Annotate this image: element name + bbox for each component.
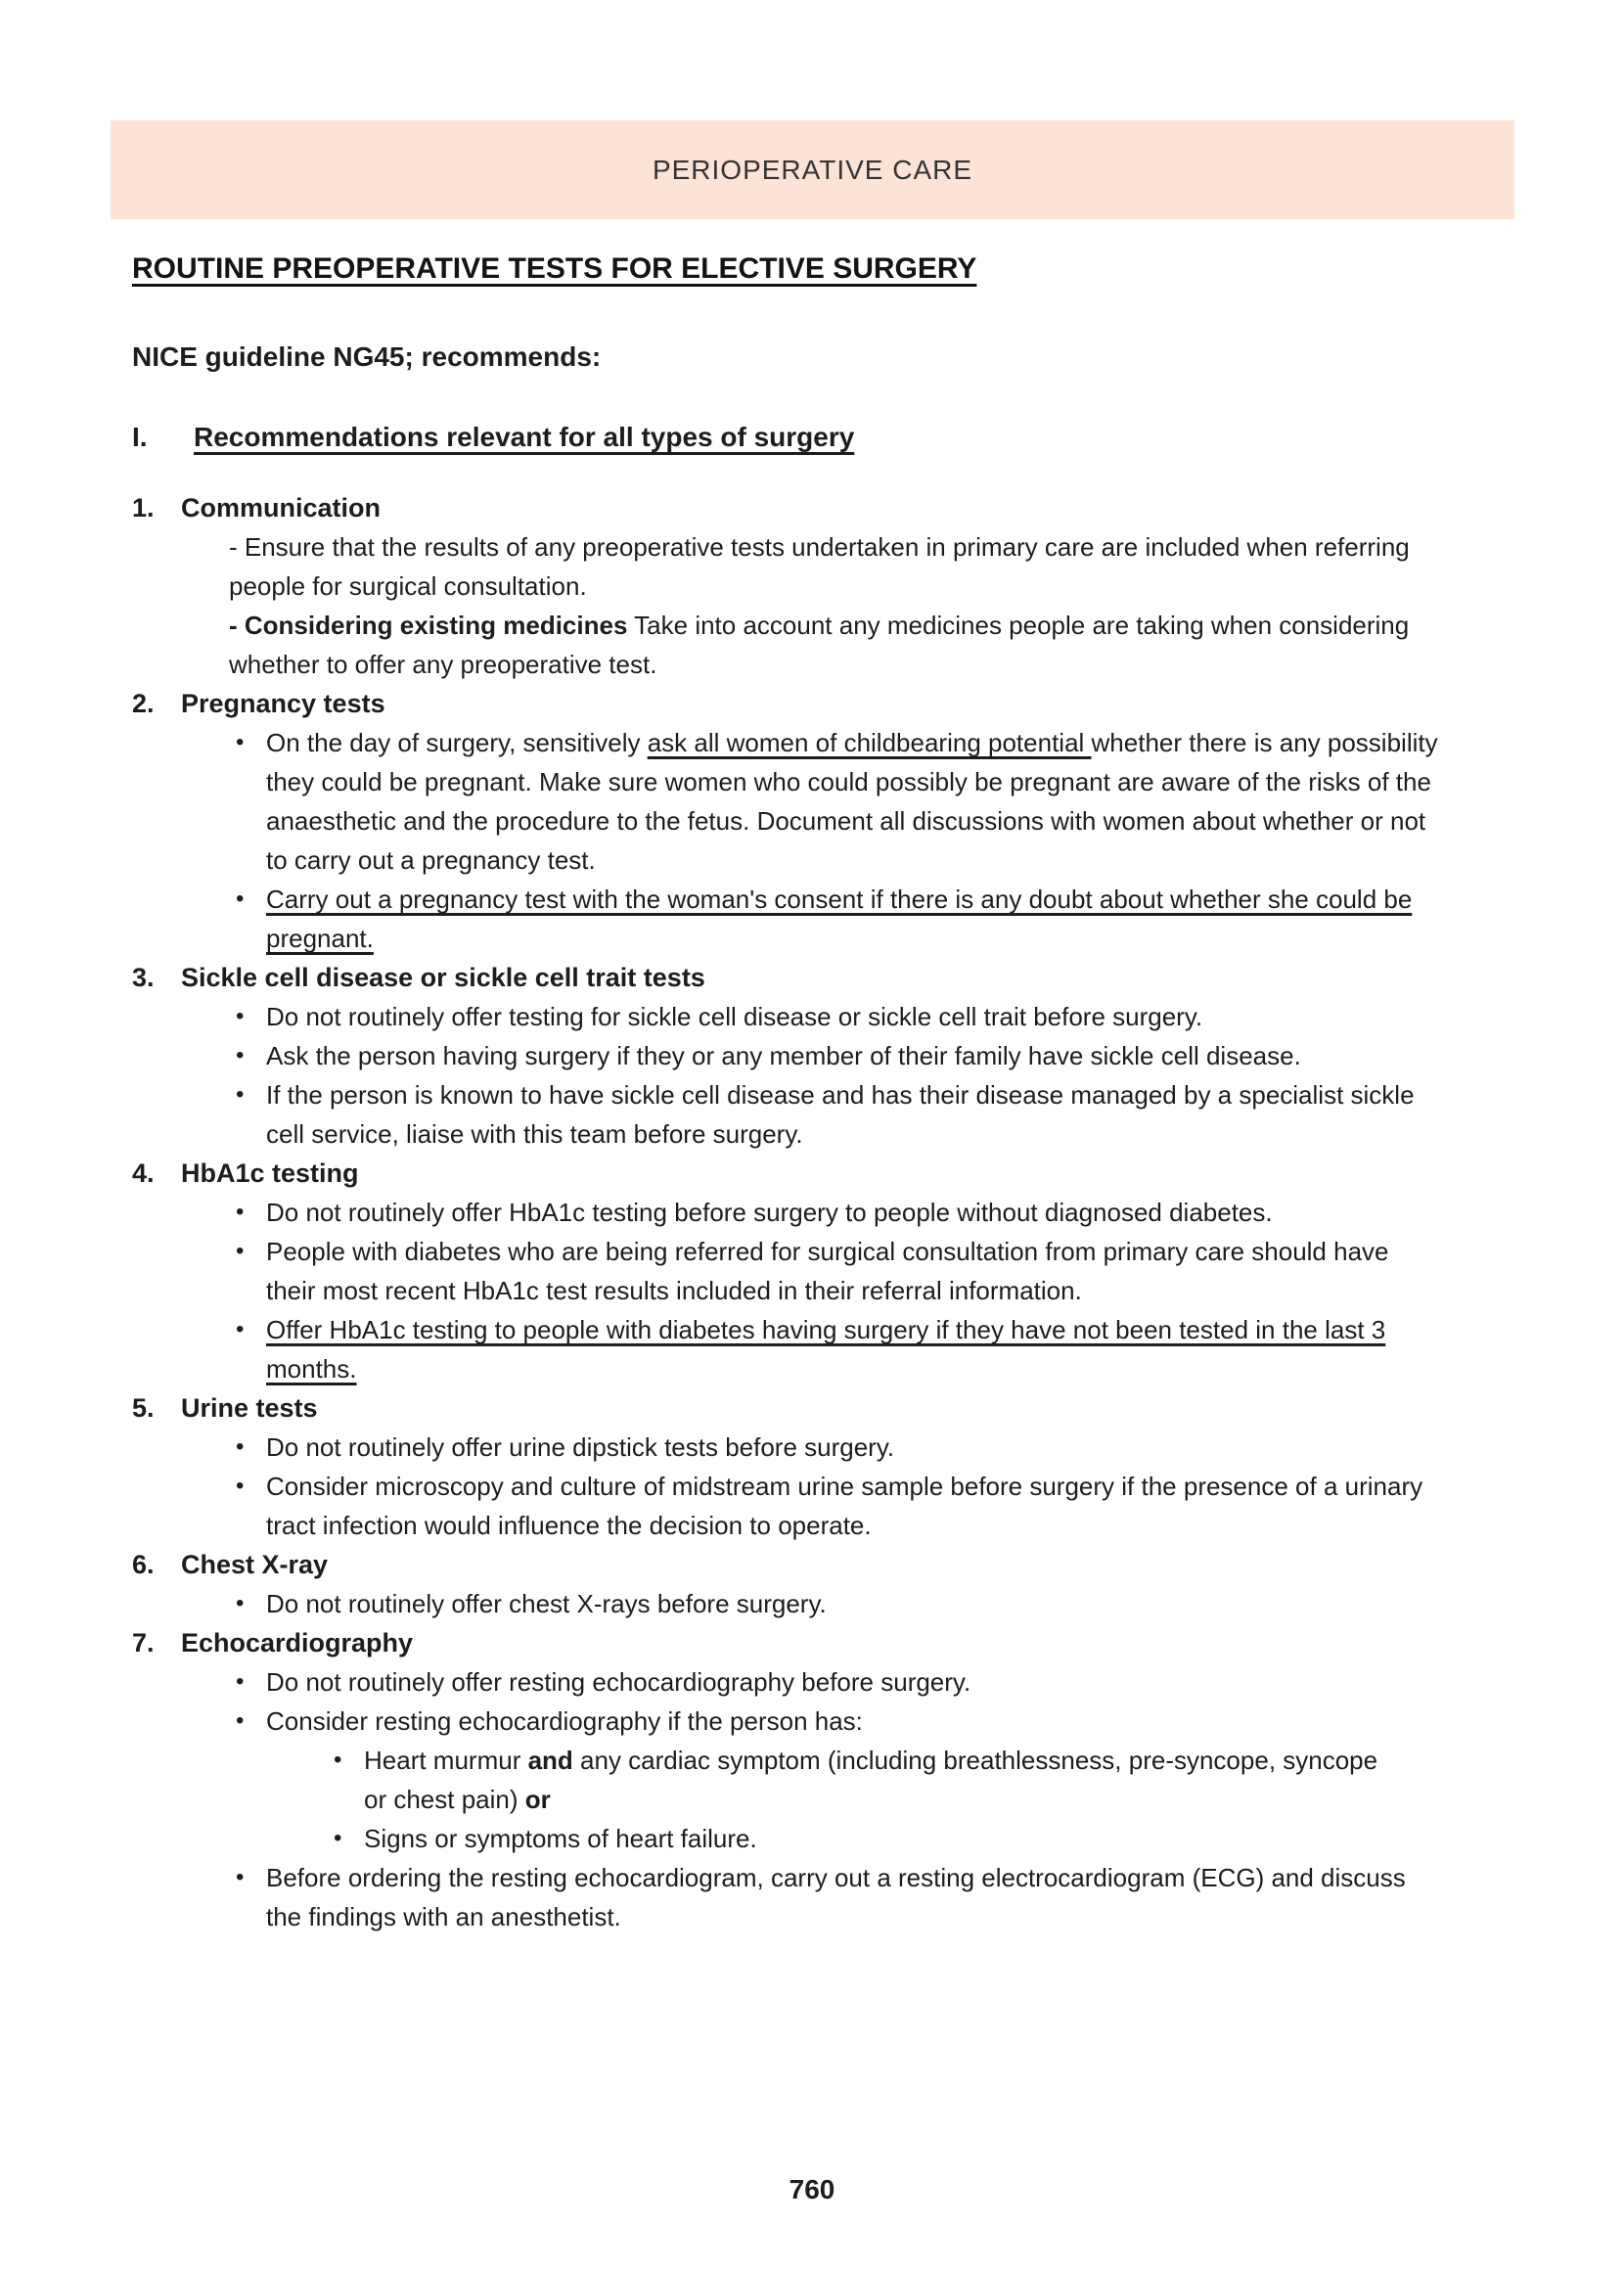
document-content <box>132 250 1477 1936</box>
roman-numeral: I. <box>132 422 148 452</box>
bullet-text: Before ordering the resting echocardiogram, carry out a resting electrocardiogram (ECG) and discuss the findings with an anesthetist. <box>266 1863 1406 1931</box>
section-chest-xray <box>132 1545 1477 1623</box>
bullet-item <box>132 723 1477 880</box>
bullet-item <box>132 1858 1477 1936</box>
bullet-list <box>132 997 1477 1154</box>
section-number: 4. <box>132 1158 155 1188</box>
dash-paragraph <box>229 606 1419 684</box>
section-number: 6. <box>132 1550 155 1579</box>
section-heading <box>132 684 1477 723</box>
bullet-list <box>132 1662 1477 1936</box>
page-number: 760 <box>789 2174 835 2204</box>
bullet-item <box>132 997 1477 1036</box>
sub-bullet-item <box>132 1741 1477 1819</box>
bullet-underlined-run: Offer HbA1c testing to people with diabetes having surgery if they have not been tested in the last 3 months. <box>266 1315 1386 1384</box>
section-title: HbA1c testing <box>181 1158 359 1188</box>
section-title: Chest X-ray <box>181 1550 329 1579</box>
bullet-text: any cardiac symptom (including breathlessness, pre-syncope, syncope or chest pain) <box>364 1746 1378 1814</box>
bullet-item <box>132 1075 1477 1154</box>
bullet-text: Do not routinely offer HbA1c testing before surgery to people without diagnosed diabetes. <box>266 1198 1273 1227</box>
bullet-text: whether there is any possibility they could be pregnant. Make sure women who could possibly be pregnant are aware of the risks of the anaesthetic and the procedure to the fetus. Document all discussions with women about whether or not to carry out a pregnancy test. <box>266 728 1438 875</box>
paragraph-text: Take into account any medicines people are taking when considering whether to offer any preoperative test. <box>229 611 1410 679</box>
roman-heading-row <box>132 419 1477 456</box>
bullet-text: Heart murmur <box>364 1746 528 1775</box>
section-title: Echocardiography <box>181 1628 414 1657</box>
doc-title <box>132 250 1477 288</box>
bullet-item <box>132 1467 1477 1545</box>
section-sickle-cell <box>132 958 1477 1154</box>
bullet-text: Do not routinely offer resting echocardiography before surgery. <box>266 1667 971 1697</box>
section-number: 1. <box>132 493 155 522</box>
bullet-item <box>132 1662 1477 1702</box>
section-hba1c-testing <box>132 1154 1477 1388</box>
section-title: Sickle cell disease or sickle cell trait tests <box>181 963 705 992</box>
bullet-bold-run: and <box>527 1746 573 1775</box>
roman-heading: Recommendations relevant for all types of surgery <box>194 422 855 452</box>
bullet-underlined-run: Carry out a pregnancy test with the woman's consent if there is any doubt about whether she could be pregnant. <box>266 885 1413 953</box>
section-title: Pregnancy tests <box>181 689 385 718</box>
section-heading <box>132 1388 1477 1428</box>
bullet-item <box>132 1310 1477 1388</box>
bullet-underlined-run: ask all women of childbearing potential <box>647 728 1092 757</box>
page-header-band <box>111 120 1514 219</box>
section-number: 2. <box>132 689 155 718</box>
doc-title-text: ROUTINE PREOPERATIVE TESTS FOR ELECTIVE SURGERY <box>132 252 977 285</box>
bullet-item <box>132 1193 1477 1232</box>
section-communication <box>132 488 1477 684</box>
bullet-list <box>132 723 1477 958</box>
paragraph-bold-run: - Considering existing medicines <box>229 611 628 640</box>
bullet-item <box>132 1232 1477 1310</box>
section-title: Urine tests <box>181 1393 318 1423</box>
bullet-text: Do not routinely offer chest X-rays before surgery. <box>266 1589 827 1618</box>
bullet-item <box>132 1702 1477 1741</box>
bullet-text: People with diabetes who are being referred for surgical consultation from primary care should have their most recent HbA1c test results included in their referral information. <box>266 1237 1389 1305</box>
section-number: 3. <box>132 963 155 992</box>
section-heading <box>132 1545 1477 1584</box>
section-urine-tests <box>132 1388 1477 1545</box>
bullet-text: Consider resting echocardiography if the person has: <box>266 1706 863 1736</box>
bullet-list <box>132 1193 1477 1388</box>
section-title: Communication <box>181 493 382 522</box>
page-footer <box>0 2174 1624 2205</box>
section-list <box>132 488 1477 1936</box>
section-heading <box>132 958 1477 997</box>
dash-paragraph <box>229 527 1419 606</box>
bullet-text: On the day of surgery, sensitively <box>266 728 648 757</box>
bullet-text: If the person is known to have sickle cell disease and has their disease managed by a specialist sickle cell service, liaise with this team before surgery. <box>266 1080 1415 1149</box>
bullet-list <box>132 1584 1477 1623</box>
intro-line: NICE guideline NG45; recommends: <box>132 341 602 372</box>
bullet-item <box>132 1428 1477 1467</box>
section-heading <box>132 488 1477 527</box>
paragraph-text: - Ensure that the results of any preoperative tests undertaken in primary care are included when referring people for surgical consultation. <box>229 532 1410 601</box>
sub-bullet-item <box>132 1819 1477 1858</box>
bullet-item <box>132 880 1477 958</box>
bullet-list <box>132 1428 1477 1545</box>
bullet-text: Consider microscopy and culture of midstream urine sample before surgery if the presence of a urinary tract infection would influence the decision to operate. <box>266 1472 1423 1540</box>
section-heading <box>132 1623 1477 1662</box>
bullet-text: Ask the person having surgery if they or any member of their family have sickle cell disease. <box>266 1041 1301 1070</box>
bullet-text: Signs or symptoms of heart failure. <box>364 1824 757 1853</box>
bullet-item <box>132 1584 1477 1623</box>
section-number: 7. <box>132 1628 155 1657</box>
bullet-text: Do not routinely offer testing for sickle cell disease or sickle cell trait before surgery. <box>266 1002 1203 1031</box>
section-echocardiography <box>132 1623 1477 1936</box>
section-pregnancy-tests <box>132 684 1477 958</box>
bullet-item <box>132 1036 1477 1075</box>
bullet-text: Do not routinely offer urine dipstick tests before surgery. <box>266 1432 895 1462</box>
bullet-bold-run: or <box>524 1785 551 1814</box>
page-header-title: PERIOPERATIVE CARE <box>652 154 973 185</box>
section-number: 5. <box>132 1393 155 1423</box>
section-heading <box>132 1154 1477 1193</box>
